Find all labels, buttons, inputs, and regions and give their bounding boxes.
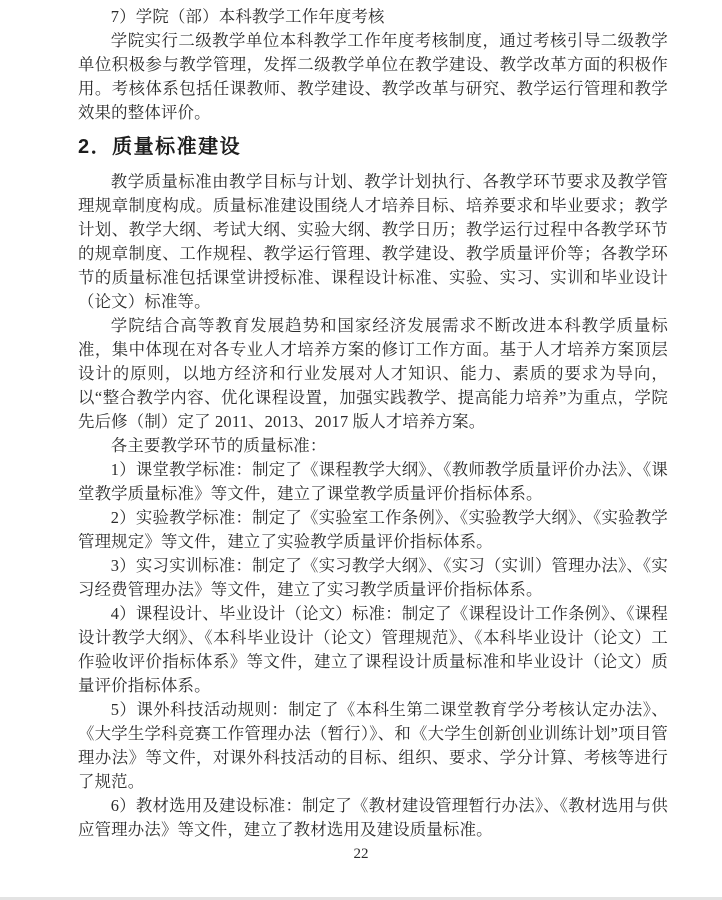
item-4-course-design-thesis-standard: 4）课程设计、毕业设计（论文）标准：制定了《课程设计工作条例》、《课程设计教学大纲》、《本科毕业设计（论文）管理规范》、《本科毕业设计（论文）工作验收评价指标体系》等文件，建立了课程设计质量标准和毕业设计（论文）质量评价指标体系。 <box>78 604 668 695</box>
item-1-classroom-teaching-standard: 1）课堂教学标准：制定了《课程教学大纲》、《教师教学质量评价办法》、《课堂教学质量标准》等文件，建立了课堂教学质量评价指标体系。 <box>78 460 668 503</box>
page-number: 22 <box>353 846 369 862</box>
paragraph-quality-standards: 教学质量标准由教学目标与计划、教学计划执行、各教学环节要求及教学管理规章制度构成。质量标准建设围绕人才培养目标、培养要求和毕业要求；教学计划、教学大纲、考试大纲、实验大纲、教学日历；教学运行过程中各教学环节的规章制度、工作规程、教学运行管理、教学建设、教学质量评价等；各教学环节的质量标准包括课堂讲授标准、课程设计标准、实验、实习、实训和毕业设计（论文）标准等。 <box>78 172 668 311</box>
paragraph-training-plan-revision: 学院结合高等教育发展趋势和国家经济发展需求不断改进本科教学质量标准，集中体现在对各专业人才培养方案的修订工作方面。基于人才培养方案顶层设计的原则，以地方经济和行业发展对人才知识、能力、素质的要求为导向，以“整合教学内容、优化课程设置，加强实践教学、提高能力培养”为重点，学院先后修（制）定了 2011、2013、2017 版人才培养方案。 <box>78 316 668 431</box>
subitem-7-title: 7）学院（部）本科教学工作年度考核 <box>110 7 385 26</box>
item-6-textbook-selection-standard: 6）教材选用及建设标准：制定了《教材建设管理暂行办法》、《教材选用与供应管理办法》等文件，建立了教材选用及建设质量标准。 <box>78 796 668 839</box>
item-3-internship-training-standard: 3）实习实训标准：制定了《实习教学大纲》、《实习（实训）管理办法》、《实习经费管理办法》等文件，建立了实习教学质量评价指标体系。 <box>78 556 668 599</box>
page-content <box>78 5 668 842</box>
lead-in-quality-standards: 各主要教学环节的质量标准： <box>110 436 327 455</box>
section-2-heading: 2．质量标准建设 <box>78 136 242 158</box>
item-2-experiment-teaching-standard: 2）实验教学标准：制定了《实验室工作条例》、《实验教学大纲》、《实验教学管理规定》等文件，建立了实验教学质量评价指标体系。 <box>78 508 668 551</box>
item-5-extracurricular-activity-rules: 5）课外科技活动规则：制定了《本科生第二课堂教育学分考核认定办法》、《大学生学科竞赛工作管理办法（暂行）》、和《大学生创新创业训练计划”项目管理办法》等文件，对课外科技活动的目标、组织、要求、学分计算、考核等进行了规范。 <box>78 700 668 791</box>
paragraph-year-assessment: 学院实行二级教学单位本科教学工作年度考核制度，通过考核引导二级教学单位积极参与教学管理，发挥二级教学单位在教学建设、教学改革方面的积极作用。考核体系包括任课教师、教学建设、教学改革与研究、教学运行管理和教学效果的整体评价。 <box>78 31 668 122</box>
